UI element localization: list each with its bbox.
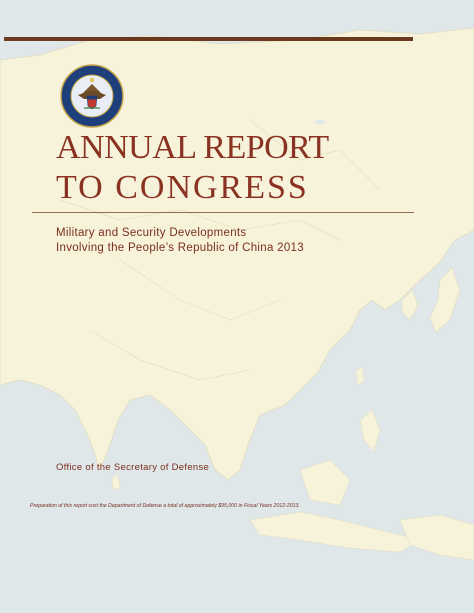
title-divider	[32, 212, 414, 213]
title-line-2: TO CONGRESS	[56, 169, 309, 206]
subtitle-line-2: Involving the People’s Republic of China 2013	[56, 242, 304, 254]
report-title	[56, 128, 416, 208]
report-subtitle	[56, 226, 396, 256]
title-line-1: ANNUAL REPORT	[56, 129, 329, 166]
issuing-office: Office of the Secretary of Defense	[56, 462, 210, 473]
top-rule	[4, 37, 413, 41]
cost-statement: Preparation of this report cost the Department of Defense a total of approximately $95,000 in Fiscal Years 2012-2013.	[30, 503, 300, 509]
subtitle-line-1: Military and Security Developments	[56, 227, 247, 239]
department-of-defense-seal	[60, 64, 124, 128]
